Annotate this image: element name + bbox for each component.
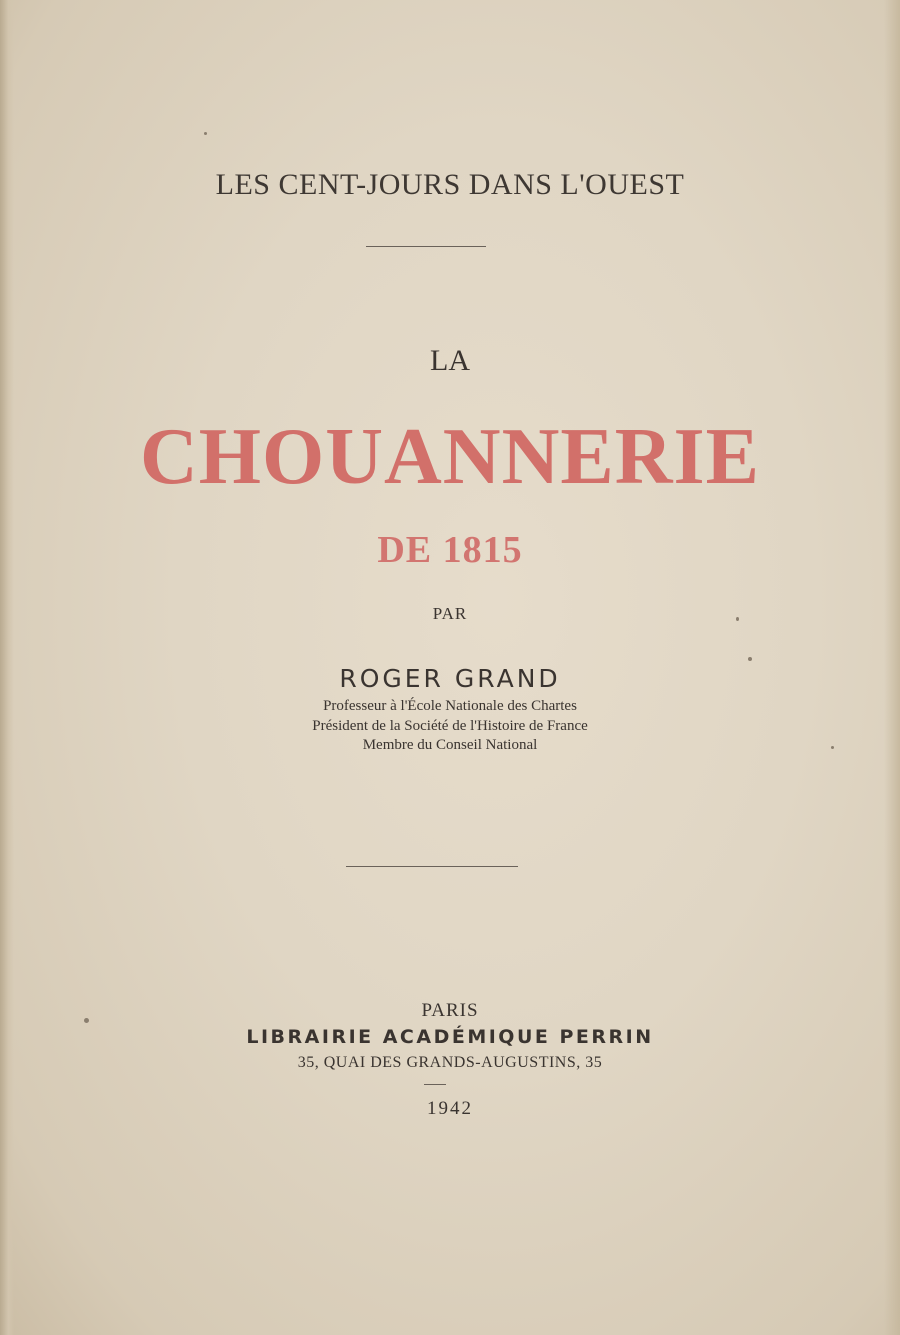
author-credential: Membre du Conseil National	[362, 737, 538, 753]
paper-speck	[204, 132, 207, 135]
book-subtitle: DE 1815	[377, 529, 523, 571]
author-name: ROGER GRAND	[339, 664, 561, 693]
publisher-name: LIBRAIRIE ACADÉMIQUE PERRIN	[246, 1026, 654, 1048]
author-credential: Professeur à l'École Nationale des Chartes	[323, 698, 577, 714]
publisher-address: 35, QUAI DES GRANDS-AUGUSTINS, 35	[297, 1054, 603, 1071]
series-title: LES CENT-JOURS DANS L'OUEST	[215, 168, 685, 201]
title-article: LA	[430, 344, 470, 377]
publication-year: 1942	[427, 1098, 473, 1119]
divider-rule	[366, 246, 486, 247]
paper-speck	[84, 1018, 89, 1023]
by-label: PAR	[432, 604, 468, 623]
author-credential: Président de la Société de l'Histoire de France	[312, 718, 588, 734]
paper-speck	[748, 657, 752, 661]
divider-rule	[346, 866, 518, 867]
paper-speck	[736, 617, 739, 621]
divider-rule	[424, 1084, 446, 1085]
book-title: CHOUANNERIE	[140, 413, 760, 501]
paper-speck	[831, 746, 834, 749]
publication-city: PARIS	[421, 1000, 479, 1021]
